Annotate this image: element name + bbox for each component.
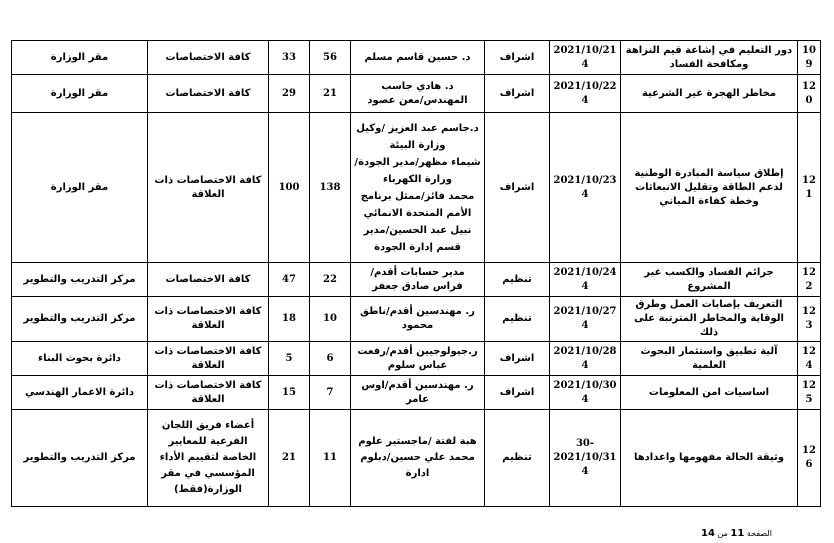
title-cell: آلية تطبيق واستثمار البحوث العلمية: [621, 342, 798, 376]
target-cell: كافة الاختصاصات ذات العلاقة: [148, 297, 269, 342]
count-cell: 29: [269, 75, 310, 113]
count-cell: 56: [310, 41, 351, 75]
count-cell: 15: [269, 376, 310, 410]
table-row: [12, 297, 821, 342]
type-cell: تنظيم: [485, 410, 550, 507]
count-cell: 47: [269, 263, 310, 297]
location-cell: مركز التدريب والتطوير: [12, 297, 148, 342]
target-cell: كافة الاختصاصات ذات العلاقة: [148, 113, 269, 263]
date-cell: -30 2021/10/31 4: [550, 410, 621, 507]
type-cell: تنظيم: [485, 297, 550, 342]
type-cell: اشراف: [485, 376, 550, 410]
lecturer-cell: د. حسين قاسم مسلم: [351, 41, 485, 75]
seq-cell: 12 3: [798, 297, 821, 342]
date-cell: 2021/10/30 4: [550, 376, 621, 410]
seq-cell: 12 6: [798, 410, 821, 507]
title-cell: التعريف بإصابات العمل وطرق الوقاية والمخاطر المترتبة على ذلك: [621, 297, 798, 342]
type-cell: اشراف: [485, 342, 550, 376]
seq-cell: 12 0: [798, 75, 821, 113]
lecturer-cell: ر. مهندسين أقدم/ناطق محمود: [351, 297, 485, 342]
count-cell: 33: [269, 41, 310, 75]
target-cell: كافة الاختصاصات ذات العلاقة: [148, 342, 269, 376]
count-cell: 22: [310, 263, 351, 297]
page-number-footer: [701, 528, 772, 539]
table-row: [12, 376, 821, 410]
count-cell: 18: [269, 297, 310, 342]
type-cell: اشراف: [485, 75, 550, 113]
title-cell: دور التعليم في إشاعة قيم النزاهة ومكافحة الفساد: [621, 41, 798, 75]
page-current: 11: [730, 528, 745, 539]
date-cell: 2021/10/27 4: [550, 297, 621, 342]
title-cell: مخاطر الهجرة غير الشرعية: [621, 75, 798, 113]
date-cell: 2021/10/24 4: [550, 263, 621, 297]
target-cell: كافة الاختصاصات: [148, 75, 269, 113]
seq-cell: 12 1: [798, 113, 821, 263]
count-cell: 11: [310, 410, 351, 507]
page-label: الصفحة: [746, 529, 772, 538]
page-of: من: [717, 529, 728, 538]
date-cell: 2021/10/21 4: [550, 41, 621, 75]
lecturer-cell: د. هادي جاسب المهندس/معن عصود: [351, 75, 485, 113]
target-cell: كافة الاختصاصات: [148, 41, 269, 75]
count-cell: 21: [310, 75, 351, 113]
type-cell: اشراف: [485, 41, 550, 75]
table-row: [12, 41, 821, 75]
title-cell: جرائم الفساد والكسب غير المشروع: [621, 263, 798, 297]
count-cell: 6: [310, 342, 351, 376]
location-cell: مقر الوزارة: [12, 75, 148, 113]
target-cell: كافة الاختصاصات ذات العلاقة: [148, 376, 269, 410]
location-cell: مقر الوزارة: [12, 113, 148, 263]
count-cell: 7: [310, 376, 351, 410]
location-cell: مقر الوزارة: [12, 41, 148, 75]
lecturer-cell: ر.جيولوجيين أقدم/رفعت عباس سلوم: [351, 342, 485, 376]
location-cell: دائرة الاعمار الهندسي: [12, 376, 148, 410]
table-row: [12, 75, 821, 113]
date-cell: 2021/10/23 4: [550, 113, 621, 263]
activities-table: [11, 40, 821, 507]
table-row: [12, 342, 821, 376]
date-cell: 2021/10/28 4: [550, 342, 621, 376]
lecturer-cell: مدير حسابات أقدم/ فراس صادق جعفر: [351, 263, 485, 297]
title-cell: اساسيات امن المعلومات: [621, 376, 798, 410]
seq-cell: 10 9: [798, 41, 821, 75]
table-row: [12, 113, 821, 263]
location-cell: مركز التدريب والتطوير: [12, 263, 148, 297]
lecturer-cell: د.جاسم عبد العزيز /وكيل وزارة البيئة شيماء مظهر/مدير الجودة/وزارة الكهرباء محمد فائز/ممثل برنامج الأمم المتحدة الانمائي نبيل عبد الحسين/مدير قسم إدارة الجودة: [351, 113, 485, 263]
count-cell: 21: [269, 410, 310, 507]
title-cell: وثيقة الحالة مفهومها واعدادها: [621, 410, 798, 507]
count-cell: 10: [310, 297, 351, 342]
count-cell: 138: [310, 113, 351, 263]
type-cell: تنظيم: [485, 263, 550, 297]
seq-cell: 12 4: [798, 342, 821, 376]
target-cell: كافة الاختصاصات: [148, 263, 269, 297]
count-cell: 5: [269, 342, 310, 376]
seq-cell: 12 5: [798, 376, 821, 410]
lecturer-cell: ر. مهندسين أقدم/اوس عامر: [351, 376, 485, 410]
page-total: 14: [701, 528, 715, 539]
date-cell: 2021/10/22 4: [550, 75, 621, 113]
table-row: [12, 410, 821, 507]
location-cell: دائرة بحوث البناء: [12, 342, 148, 376]
type-cell: اشراف: [485, 113, 550, 263]
location-cell: مركز التدريب والتطوير: [12, 410, 148, 507]
lecturer-cell: هبة لفتة /ماجستير علوم محمد علي حسين/دبلوم ادارة: [351, 410, 485, 507]
target-cell: أعضاء فريق اللجان الفرعية للمعايير الخاصة لتقييم الأداء المؤسسي في مقر الوزارة(فقط): [148, 410, 269, 507]
table-row: [12, 263, 821, 297]
count-cell: 100: [269, 113, 310, 263]
title-cell: إطلاق سياسة المبادرة الوطنية لدعم الطاقة وتقليل الانبعاثات وخطة كفاءة المباني: [621, 113, 798, 263]
seq-cell: 12 2: [798, 263, 821, 297]
